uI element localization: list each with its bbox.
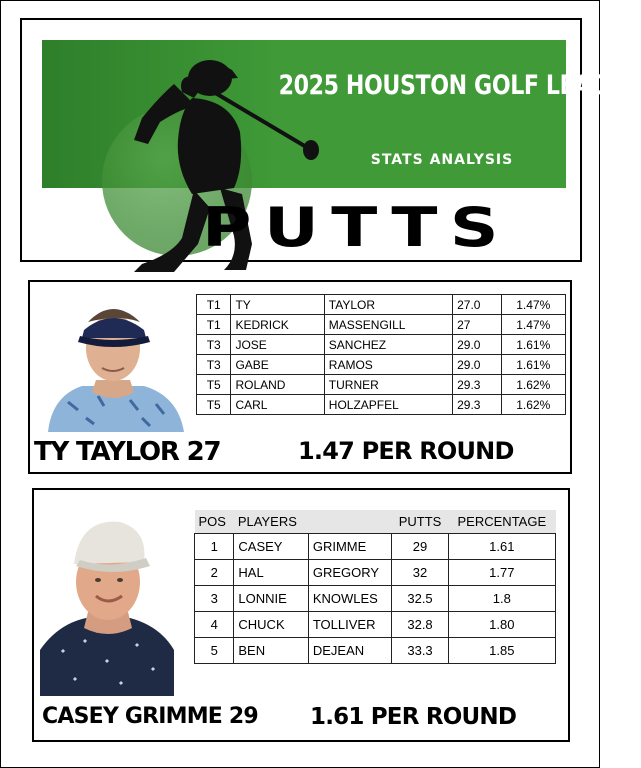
table-row xyxy=(197,315,566,335)
putts-header: PUTTS xyxy=(392,510,448,534)
pos-cell: 2 xyxy=(195,560,234,586)
percentage-cell: 1.47% xyxy=(501,315,565,335)
player-avatar-icon xyxy=(40,500,174,696)
first-name-cell: LONNIE xyxy=(234,586,308,612)
putts-cell: 29.3 xyxy=(453,395,501,415)
table-row xyxy=(197,355,566,375)
putts-cell: 27.0 xyxy=(453,295,501,315)
pos-cell: T1 xyxy=(197,315,231,335)
putts-cell: 32.5 xyxy=(392,586,448,612)
last-name-cell: TOLLIVER xyxy=(308,612,392,638)
last-name-cell: MASSENGILL xyxy=(324,315,452,335)
last-name-cell: TURNER xyxy=(324,375,452,395)
putts-cell: 33.3 xyxy=(392,638,448,664)
first-name-cell: CHUCK xyxy=(234,612,308,638)
last-name-cell: DEJEAN xyxy=(308,638,392,664)
player-photo-casey-grimme xyxy=(40,500,174,696)
first-name-cell: JOSE xyxy=(231,335,324,355)
putts-cell: 29.3 xyxy=(453,375,501,395)
leader-name-caption: TY TAYLOR 27 xyxy=(34,437,221,467)
last-name-cell: KNOWLES xyxy=(308,586,392,612)
table-header-row xyxy=(195,510,556,534)
player-avatar-icon xyxy=(38,292,188,432)
table-row xyxy=(197,395,566,415)
leader-name-caption: CASEY GRIMME 29 xyxy=(42,704,258,729)
pos-cell: T3 xyxy=(197,335,231,355)
table-row xyxy=(195,612,556,638)
last-name-cell: RAMOS xyxy=(324,355,452,375)
percentage-cell: 1.61 xyxy=(448,534,555,560)
pos-cell: T5 xyxy=(197,375,231,395)
percentage-cell: 1.62% xyxy=(501,375,565,395)
pos-cell: 5 xyxy=(195,638,234,664)
first-name-cell: BEN xyxy=(234,638,308,664)
percentage-header: PERCENTAGE xyxy=(448,510,555,534)
putts-heading: PUTTS xyxy=(202,196,512,259)
banner-title: 2025 HOUSTON GOLF LEAGUE xyxy=(278,70,641,101)
first-name-cell: CARL xyxy=(231,395,324,415)
putts-cell: 27 xyxy=(453,315,501,335)
players-header-blank xyxy=(308,510,392,534)
first-name-cell: ROLAND xyxy=(231,375,324,395)
banner-subtitle: STATS ANALYSIS xyxy=(370,152,514,168)
pos-cell: 4 xyxy=(195,612,234,638)
last-name-cell: SANCHEZ xyxy=(324,335,452,355)
putts-cell: 32.8 xyxy=(392,612,448,638)
percentage-cell: 1.8 xyxy=(448,586,555,612)
putts-table-ty-taylor xyxy=(196,294,566,415)
last-name-cell: HOLZAPFEL xyxy=(324,395,452,415)
pos-cell: T5 xyxy=(197,395,231,415)
first-name-cell: HAL xyxy=(234,560,308,586)
pos-header: POS xyxy=(195,510,234,534)
percentage-cell: 1.77 xyxy=(448,560,555,586)
pos-cell: T1 xyxy=(197,295,231,315)
pos-cell: 1 xyxy=(195,534,234,560)
putts-cell: 29.0 xyxy=(453,355,501,375)
table-row xyxy=(197,375,566,395)
section-casey-grimme xyxy=(32,488,570,742)
first-name-cell: CASEY xyxy=(234,534,308,560)
first-name-cell: TY xyxy=(231,295,324,315)
last-name-cell: GRIMME xyxy=(308,534,392,560)
last-name-cell: TAYLOR xyxy=(324,295,452,315)
putts-cell: 32 xyxy=(392,560,448,586)
pos-cell: 3 xyxy=(195,586,234,612)
percentage-cell: 1.61% xyxy=(501,355,565,375)
table-row xyxy=(195,586,556,612)
putts-table-casey-grimme xyxy=(194,510,556,664)
percentage-cell: 1.47% xyxy=(501,295,565,315)
percentage-cell: 1.61% xyxy=(501,335,565,355)
putts-cell: 29 xyxy=(392,534,448,560)
percentage-cell: 1.80 xyxy=(448,612,555,638)
table-row xyxy=(195,638,556,664)
first-name-cell: GABE xyxy=(231,355,324,375)
first-name-cell: KEDRICK xyxy=(231,315,324,335)
percentage-cell: 1.85 xyxy=(448,638,555,664)
leader-stat-caption: 1.47 PER ROUND xyxy=(298,437,514,465)
section-ty-taylor xyxy=(28,280,572,474)
pos-cell: T3 xyxy=(197,355,231,375)
putts-cell: 29.0 xyxy=(453,335,501,355)
players-header: PLAYERS xyxy=(234,510,308,534)
header-card xyxy=(20,18,641,262)
last-name-cell: GREGORY xyxy=(308,560,392,586)
player-photo-ty-taylor xyxy=(38,292,188,432)
table-row xyxy=(197,335,566,355)
percentage-cell: 1.62% xyxy=(501,395,565,415)
table-row xyxy=(195,560,556,586)
table-row xyxy=(197,295,566,315)
leader-stat-caption: 1.61 PER ROUND xyxy=(310,704,517,730)
table-row xyxy=(195,534,556,560)
